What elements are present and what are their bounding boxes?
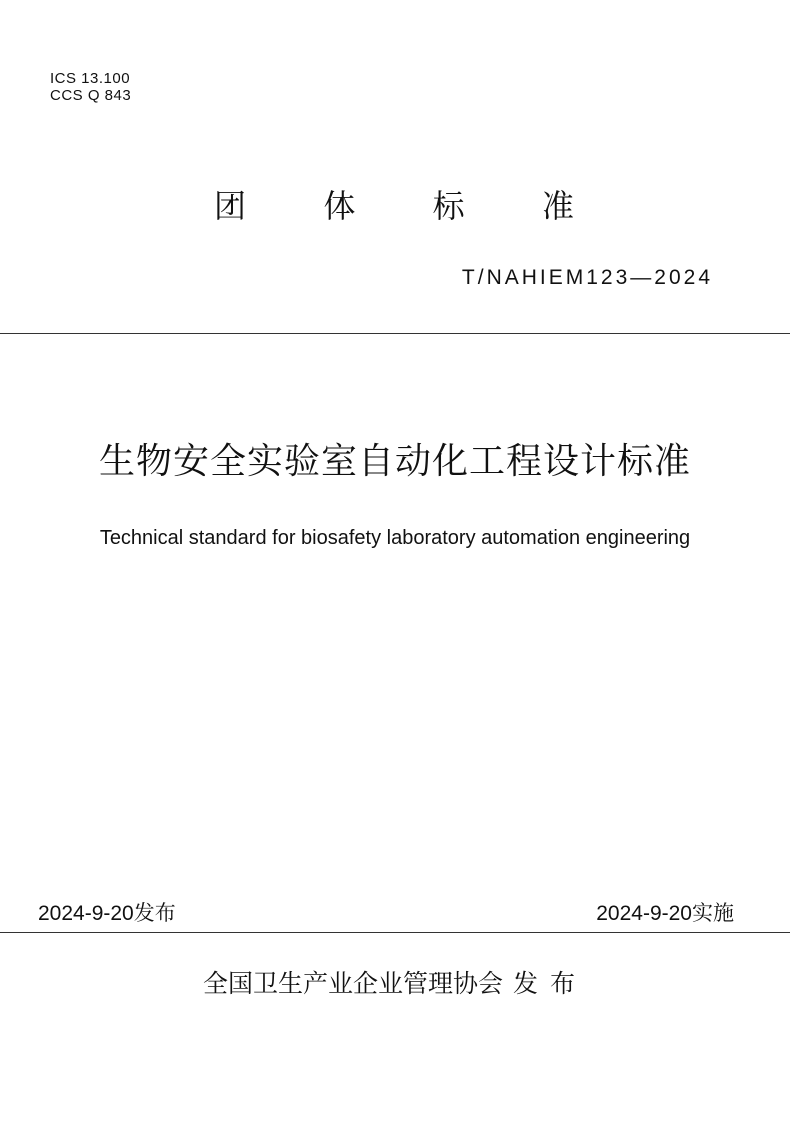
implementation-date: 2024-9-20实施 xyxy=(596,902,734,925)
bottom-divider xyxy=(0,932,790,933)
standard-type-char: 标 xyxy=(432,187,465,225)
publisher-verb: 发布 xyxy=(513,969,588,998)
publish-date: 2024-9-20发布 xyxy=(38,902,176,925)
standard-type-char: 准 xyxy=(541,187,574,225)
publisher-line xyxy=(0,966,790,1002)
standard-number: T/NAHIEM123—2024 xyxy=(461,266,713,289)
ics-code: ICS 13.100 xyxy=(50,70,131,87)
standard-type xyxy=(214,186,574,226)
standard-type-char: 团 xyxy=(214,187,247,225)
publisher-name: 全国卫生产业企业管理协会 xyxy=(202,969,503,998)
ccs-code: CCS Q 843 xyxy=(50,87,132,104)
document-title-english: Technical standard for biosafety laboratory automation engineering xyxy=(99,527,691,549)
standard-type-char: 体 xyxy=(323,187,356,225)
top-divider xyxy=(0,333,790,334)
document-title-chinese: 生物安全实验室自动化工程设计标准 xyxy=(98,441,691,482)
